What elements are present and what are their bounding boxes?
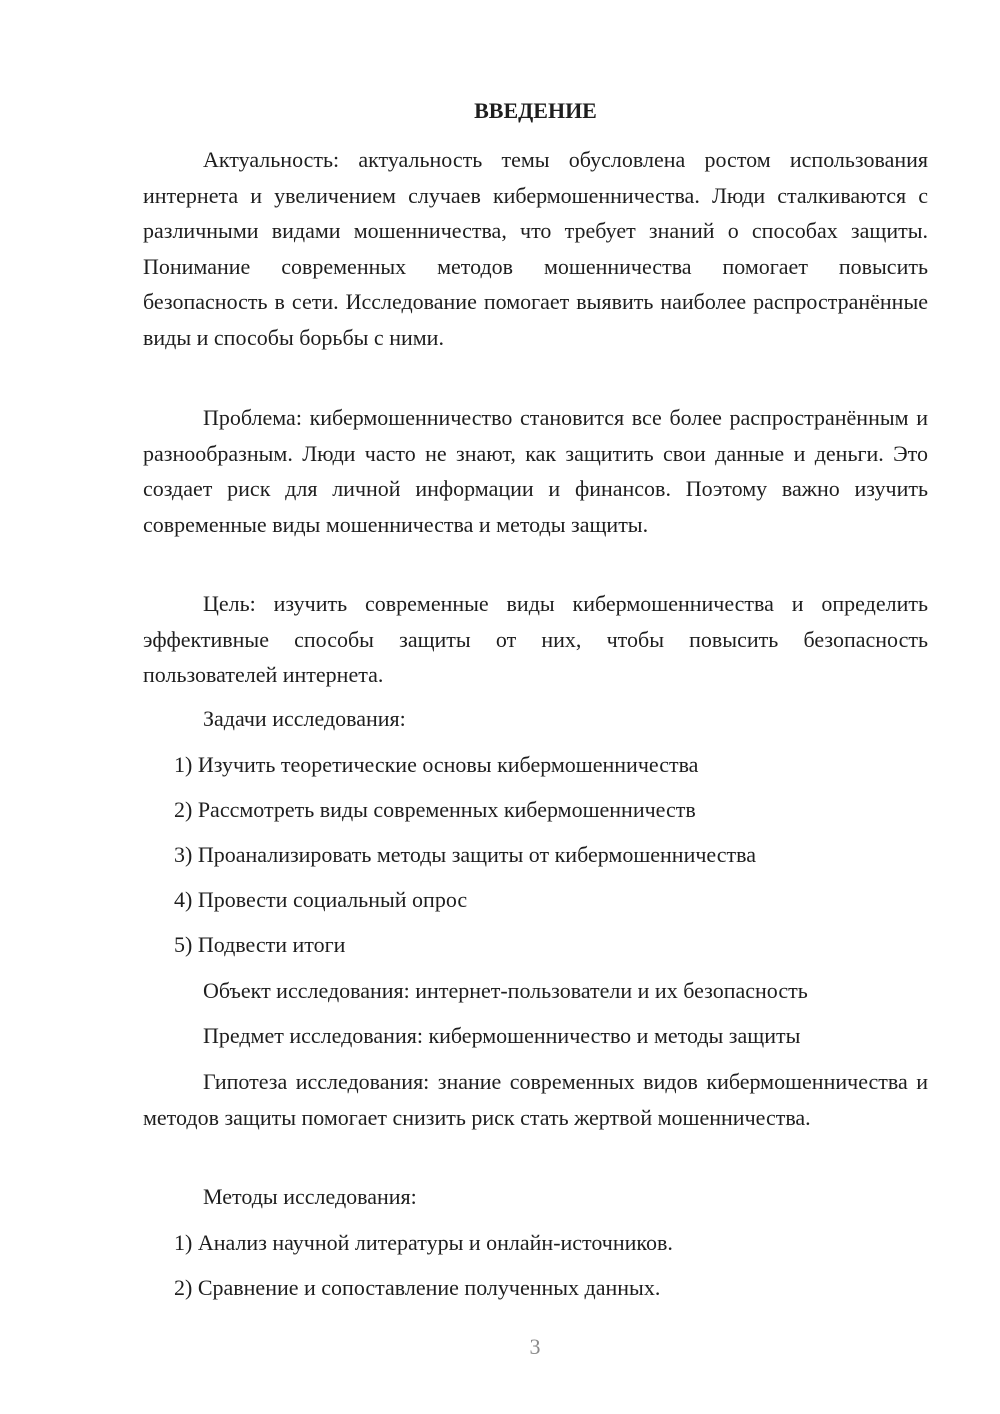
task-item: 1) Изучить теоретические основы кибермошенничества [174, 752, 699, 777]
problem-paragraph: Проблема: кибермошенничество становится все более распространённым и разнообразным. Люди часто не знают, как защитить свои данные и деньги. Это создает риск для личной информации и финансов. Поэтому важно изучить современные виды мошенничества и методы защиты. [143, 405, 928, 537]
goal-paragraph: Цель: изучить современные виды кибермошенничества и определить эффективные способы защиты от них, чтобы повысить безопасность пользователей интернета. [143, 591, 928, 687]
task-item: 5) Подвести итоги [174, 932, 346, 957]
method-item: 1) Анализ научной литературы и онлайн-источников. [174, 1230, 673, 1255]
document-title: ВВЕДЕНИЕ [474, 98, 597, 123]
task-item: 2) Рассмотреть виды современных кибермошенничеств [174, 797, 696, 822]
tasks-heading: Задачи исследования: [203, 706, 406, 731]
task-item: 4) Провести социальный опрос [174, 887, 468, 912]
page-number: 3 [529, 1334, 541, 1359]
task-item: 3) Проанализировать методы защиты от кибермошенничества [174, 842, 756, 867]
research-subject: Предмет исследования: кибермошенничество и методы защиты [203, 1023, 801, 1048]
method-item: 2) Сравнение и сопоставление полученных данных. [174, 1275, 661, 1300]
research-object: Объект исследования: интернет-пользователи и их безопасность [203, 978, 808, 1003]
methods-heading: Методы исследования: [203, 1184, 417, 1209]
hypothesis-paragraph: Гипотеза исследования: знание современных видов кибермошенничества и методов защиты помогает снизить риск стать жертвой мошенничества. [143, 1069, 928, 1130]
relevance-paragraph: Актуальность: актуальность темы обусловлена ростом использования интернета и увеличением случаев кибермошенничества. Люди сталкиваются с различными видами мошенничества, что требует знаний о способах защиты. Понимание современных методов мошенничества помогает повысить безопасность в сети. Исследование помогает выявить наиболее распространённые виды и способы борьбы с ними. [143, 147, 928, 350]
